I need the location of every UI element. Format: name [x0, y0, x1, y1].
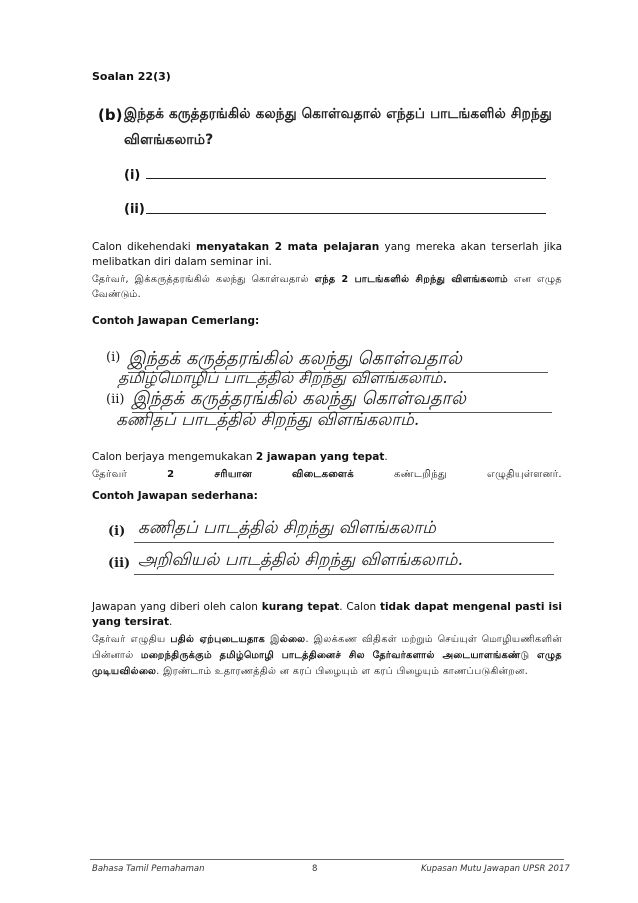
- excellent-line-2a: இந்தக் கருத்தரங்கில் கலந்து கொள்வதால்: [132, 388, 466, 409]
- question-text-line2: விளங்கலாம்?: [124, 132, 214, 148]
- page-title: Soalan 22(3): [92, 70, 171, 83]
- excellent-answer-scan: [100, 348, 560, 434]
- moderate-line-2: அறிவியல் பாடத்தில் சிறந்து விளங்கலாம்.: [138, 550, 463, 570]
- heading-excellent: Contoh Jawapan Cemerlang:: [92, 315, 260, 327]
- option-label-i: (i): [124, 168, 141, 183]
- excellent-label-i: (i): [106, 350, 121, 365]
- footer-left: Bahasa Tamil Pemahaman: [92, 864, 205, 874]
- tamil-text: தேர்வர் எழுதிய பதில் ஏற்புடையதாக இல்லை. இலக்கண விதிகள் மற்றும் செய்யுள் மொழியணிகளின் பின்னால் மறைந்திருக்கும் தமிழ்மொழி பாடத்தினைச் சில தேர்வர்களால் அடையாளங்கண்டு எழுத முடியவில்லை. இரண்டாம் உதாரணத்தில் ன கரப் பிழையும் ள கரப் பிழையும் காணப்படுகின்றன.: [92, 634, 562, 677]
- excellent-line-1a: இந்தக் கருத்தரங்கில் கலந்து கொள்வதால்: [128, 348, 462, 369]
- footer-divider: [90, 859, 564, 860]
- explanation-paragraph-2: [92, 450, 562, 482]
- option-label-ii: (ii): [124, 202, 145, 217]
- answer-line-ii: [146, 213, 546, 214]
- footer-page-number: 8: [312, 864, 318, 874]
- explanation-paragraph-3: [92, 600, 562, 680]
- tamil-text: தேர்வர், இக்கருத்தரங்கில் கலந்து கொள்வதால் எந்த 2 பாடங்களில் சிறந்து விளங்கலாம் என எழுத வேண்டும்.: [92, 274, 562, 300]
- excellent-label-ii: (ii): [106, 392, 125, 407]
- moderate-label-i: (i): [108, 524, 126, 539]
- malay-text: Jawapan yang diberi oleh calon kurang tepat. Calon tidak dapat mengenal pasti isi yang tersirat.: [92, 601, 562, 628]
- question-text-line1: இந்தக் கருத்தரங்கில் கலந்து கொள்வதால் எந்தப் பாடங்களில் சிறந்து: [124, 106, 552, 122]
- question-number: (b): [98, 106, 123, 124]
- moderate-answer-scan: [104, 518, 564, 582]
- footer-right: Kupasan Mutu Jawapan UPSR 2017: [421, 864, 570, 874]
- explanation-paragraph-1: [92, 240, 562, 302]
- excellent-line-2b: கணிதப் பாடத்தில் சிறந்து விளங்கலாம்.: [116, 410, 420, 430]
- answer-line-i: [146, 178, 546, 179]
- tamil-text: தேர்வர் 2 சரியான விடைகளைக் கண்டறிந்து எழுதியுள்ளனர்.: [92, 469, 562, 480]
- excellent-line-1b: தமிழ்மொழிப் பாடத்தில் சிறந்து விளங்கலாம்.: [118, 368, 448, 387]
- malay-text: Calon dikehendaki menyatakan 2 mata pelajaran yang mereka akan terserlah jika melibatkan diri dalam seminar ini.: [92, 241, 562, 268]
- moderate-line-1: கணிதப் பாடத்தில் சிறந்து விளங்கலாம்: [138, 518, 436, 538]
- moderate-label-ii: (ii): [108, 556, 131, 571]
- question-scan: [98, 102, 558, 222]
- heading-moderate: Contoh Jawapan sederhana:: [92, 490, 258, 502]
- malay-text: Calon berjaya mengemukakan 2 jawapan yang tepat.: [92, 451, 388, 463]
